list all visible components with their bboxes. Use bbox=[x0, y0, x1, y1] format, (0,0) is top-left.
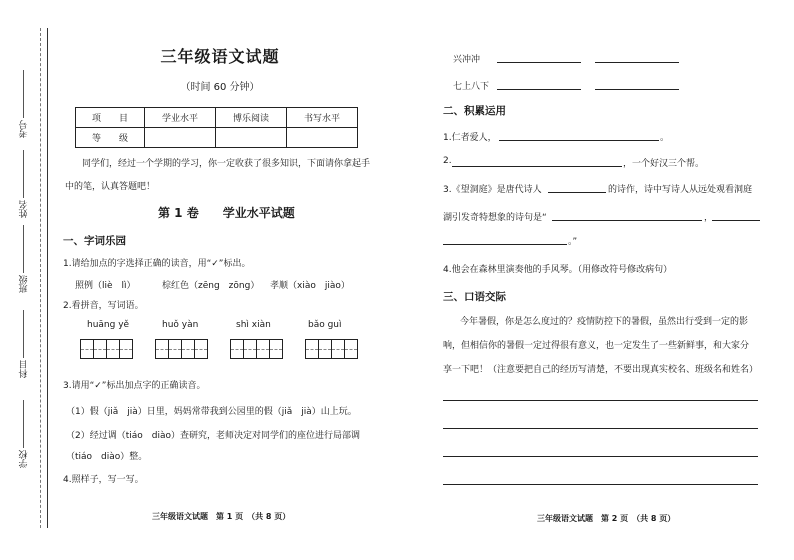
idiom-2-answer-line-2[interactable] bbox=[595, 89, 679, 90]
intro-line-1: 同学们，经过一个学期的学习，你一定收获了很多知识，下面请你拿起手 bbox=[82, 159, 371, 169]
q1-item-1[interactable]: 照例（liè lì） bbox=[75, 281, 136, 291]
kemu-field[interactable] bbox=[6, 310, 42, 378]
intro-line-2: 中的笔，认真答题吧！ bbox=[65, 182, 156, 192]
question-4: 4.照样子，写一写。 bbox=[63, 475, 144, 485]
score-cell-xueye[interactable] bbox=[145, 128, 216, 148]
kaohao-field[interactable] bbox=[6, 70, 42, 138]
p2-question-3-d: ， bbox=[704, 213, 714, 223]
p2-question-2-suffix: ，一个好汉三个帮。 bbox=[623, 159, 705, 169]
p2-question-2-answer-line[interactable] bbox=[452, 166, 622, 167]
xuexiao-field[interactable] bbox=[6, 400, 42, 468]
p2-question-3-b: 的诗作，诗中写诗人从远处观看洞庭 bbox=[608, 185, 753, 195]
idiom-1: 兴冲冲 bbox=[453, 55, 481, 65]
p2-question-3-a: 3.《望洞庭》是唐代诗人 bbox=[443, 185, 542, 195]
idiom-1-answer-line-2[interactable] bbox=[595, 62, 679, 63]
p2-question-3-verse-line-2[interactable] bbox=[712, 220, 760, 221]
idiom-2-answer-line-1[interactable] bbox=[497, 89, 581, 90]
q1-item-2[interactable]: 棕红色（zēng zōng） bbox=[162, 281, 260, 291]
part2-heading: 二、积累运用 bbox=[443, 105, 506, 117]
writing-boxes-2[interactable] bbox=[155, 339, 208, 359]
p2-question-1-suffix: 。 bbox=[660, 133, 670, 143]
exam-duration: （时间 60 分钟） bbox=[180, 82, 260, 93]
kaohao-label: 考号 bbox=[19, 120, 30, 138]
question-3-2a[interactable]: （2）经过调（tiáo diào）查研究，老师决定对同学们的座位进行局部调 bbox=[66, 431, 361, 441]
exam-title: 三年级语文试题 bbox=[160, 47, 280, 66]
binding-line bbox=[47, 28, 48, 528]
xingming-label: 姓名 bbox=[19, 200, 30, 218]
pinyin-2: huǒ yàn bbox=[162, 320, 199, 330]
question-3-2b[interactable]: （tiáo diào）整。 bbox=[66, 452, 148, 462]
score-cell-shuxie[interactable] bbox=[287, 128, 358, 148]
oral-prompt-line-3: 享一下吧！（注意要把自己的经历写清楚，不要出现真实校名、班级名和姓名） bbox=[443, 365, 759, 375]
p2-question-3-poet-line[interactable] bbox=[548, 192, 606, 193]
p2-question-1-prefix: 1.仁者爱人， bbox=[443, 133, 497, 143]
score-table-header-item: 项 目 bbox=[76, 108, 145, 128]
oral-answer-line-3[interactable] bbox=[443, 456, 758, 457]
p2-question-1-answer-line[interactable] bbox=[499, 140, 659, 141]
banji-field[interactable] bbox=[6, 225, 42, 293]
question-2: 2.看拼音，写词语。 bbox=[63, 301, 144, 311]
score-table bbox=[75, 107, 358, 148]
part3-heading: 三、口语交际 bbox=[443, 291, 506, 303]
oral-answer-line-4[interactable] bbox=[443, 484, 758, 485]
question-3-1[interactable]: （1）假（jiǎ jià）日里，妈妈常带我到公园里的假（jiǎ jià）山上玩。 bbox=[66, 407, 357, 417]
kemu-label: 科目 bbox=[19, 360, 30, 378]
part1-heading: 一、字词乐园 bbox=[63, 235, 126, 247]
p2-question-4[interactable]: 4.他会在森林里演奏他的手风琴。（用修改符号修改病句） bbox=[443, 265, 673, 275]
p2-question-3-e: 。” bbox=[568, 237, 578, 247]
page1-footer: 三年级语文试题 第 1 页 （共 8 页） bbox=[152, 512, 291, 521]
oral-answer-line-2[interactable] bbox=[443, 428, 758, 429]
p2-question-3-c: 湖引发奇特想象的诗句是“ bbox=[443, 213, 547, 223]
banji-label: 班级 bbox=[19, 275, 30, 293]
writing-boxes-3[interactable] bbox=[230, 339, 283, 359]
writing-boxes-4[interactable] bbox=[305, 339, 358, 359]
idiom-2: 七上八下 bbox=[453, 82, 490, 92]
page2-footer: 三年级语文试题 第 2 页 （共 8 页） bbox=[537, 514, 676, 523]
oral-prompt-line-1: 今年暑假，你是怎么度过的？疫情防控下的暑假，虽然出行受到一定的影 bbox=[460, 317, 749, 327]
oral-prompt-line-2: 响，但相信你的暑假一定过得很有意义，也一定发生了一些新鲜事，和大家分 bbox=[443, 341, 750, 351]
q1-item-3[interactable]: 孝顺（xiào jiào） bbox=[270, 281, 350, 291]
idiom-1-answer-line-1[interactable] bbox=[497, 62, 581, 63]
question-1: 1.请给加点的字选择正确的读音，用“✓”标出。 bbox=[63, 259, 251, 269]
p2-question-3-verse-line-1[interactable] bbox=[552, 220, 702, 221]
score-table-header-shuxie: 书写水平 bbox=[287, 108, 358, 128]
xuexiao-label: 学校 bbox=[19, 450, 30, 468]
score-table-header-yuedu: 博乐阅读 bbox=[216, 108, 287, 128]
pinyin-3: shì xiàn bbox=[236, 320, 271, 330]
p2-question-3-verse-line-3[interactable] bbox=[443, 244, 567, 245]
section-title: 第 1 卷 学业水平试题 bbox=[158, 206, 295, 220]
xingming-field[interactable] bbox=[6, 150, 42, 218]
score-table-grade-label: 等 级 bbox=[76, 128, 145, 148]
oral-answer-line-1[interactable] bbox=[443, 400, 758, 401]
pinyin-1: huāng yě bbox=[87, 320, 130, 330]
score-cell-yuedu[interactable] bbox=[216, 128, 287, 148]
p2-question-2-prefix: 2. bbox=[443, 156, 452, 166]
question-3: 3.请用“✓”标出加点字的正确读音。 bbox=[63, 381, 206, 391]
writing-boxes-1[interactable] bbox=[80, 339, 133, 359]
pinyin-4: bǎo guì bbox=[308, 320, 342, 330]
score-table-header-xueye: 学业水平 bbox=[145, 108, 216, 128]
